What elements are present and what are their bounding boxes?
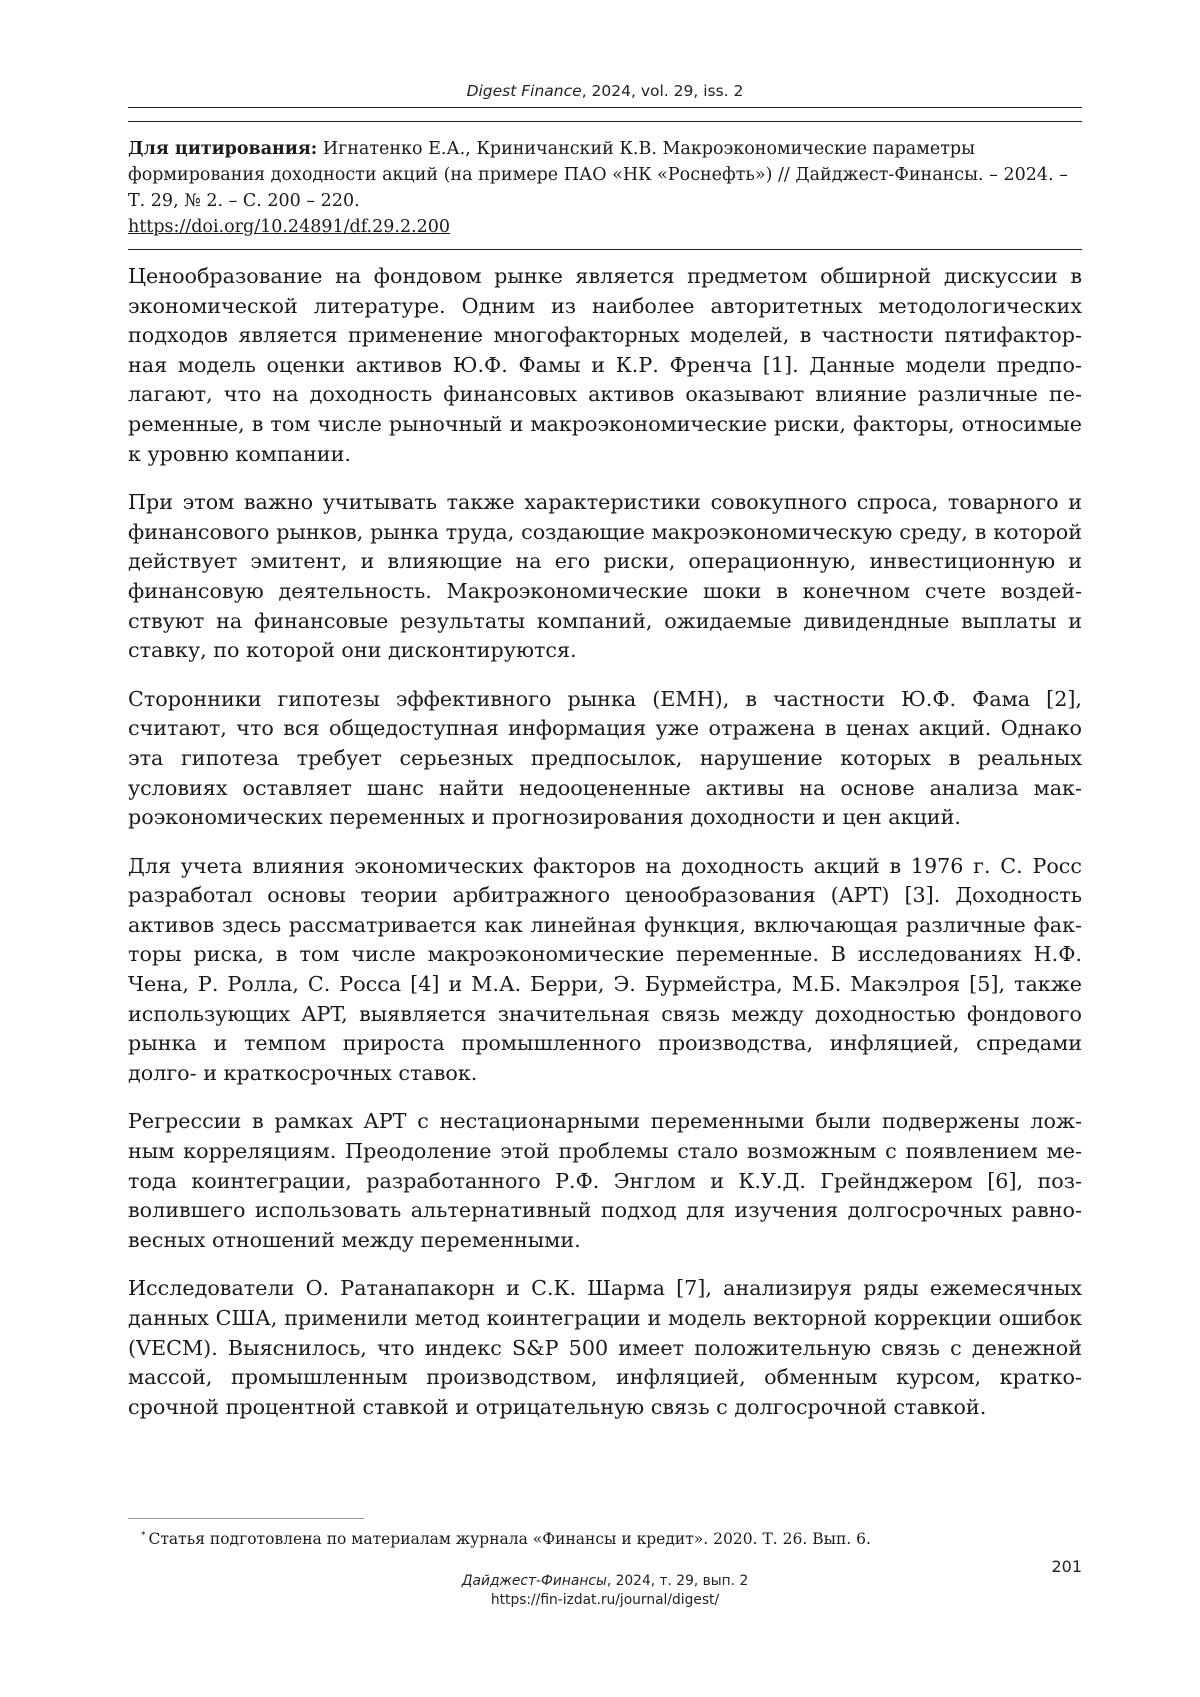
footnote [141,1530,1081,1548]
citation-block [128,136,1082,240]
footer-journal-line [128,1572,1082,1591]
body-paragraph: Сторонники гипотезы эффективного рынка (EMH), в частности Ю.Ф. Фама [2], считают, что вся общедоступная информация уже отражена в ценах акций. Однако эта гипотеза требует серьезных предпосылок, нарушение которых в реальных условиях оставляет шанс найти недооцененные активы на основе анализа макроэкономических переменных и прогнозирования доходности и цен акций. [128,686,1082,830]
header-rule-top [128,107,1082,108]
body-paragraph: При этом важно учитывать также характеристики совокупного спроса, товарного и финансового рынков, рынка труда, создающие макроэкономическую среду, в которой действует эмитент, и влияющие на его риски, операционную, инвестиционную и финансовую деятельность. Макроэкономические шоки в конечном счете воздействуют на финансовые результаты компаний, ожидаемые дивидендные выплаты и ставку, по которой они дисконтируются. [128,490,1082,663]
footer-journal-meta: , 2024, т. 29, вып. 2 [606,1573,749,1589]
citation-label: Для цитирования: [128,139,318,159]
body-paragraph: Для учета влияния экономических факторов на доходность акций в 1976 г. С. Росс разработал основы теории арбитражного ценообразования (APT) [3]. Доходность активов здесь рассматривается как линейная функция, включающая различные факторы риска, в том числе макроэкономические переменные. В исследованиях Н.Ф. Чена, Р. Ролла, С. Росса [4] и М.А. Берри, Э. Бурмейстра, М.Б. Макэлроя [5], также использующих APT, выявляется значительная связь между доходностью фондового рынка и темпом прироста промышленного производства, инфляцией, спредами долго- и краткосрочных ставок. [128,853,1082,1085]
citation-rule [128,249,1082,250]
body-paragraph: Регрессии в рамках APT с нестационарными переменными были подвержены ложным корреляциям. Преодоление этой проблемы стало возможным с появлением метода коинтеграции, разработанного Р.Ф. Энглом и К.У.Д. Грейнджером [6], позволившего использовать альтернативный подход для изучения долгосрочных равновесных отношений между переменными. [128,1109,1082,1252]
body-paragraph: Исследователи О. Ратанапакорн и С.К. Шарма [7], анализируя ряды ежемесячных данных США, применили метод коинтеграции и модель векторной коррекции ошибок (VECM). Выяснилось, что индекс S&P 500 имеет положительную связь с денежной массой, промышленным производством, инфляцией, обменным курсом, краткосрочной процентной ставкой и отрицательную связь с долгосрочной ставкой. [128,1276,1082,1419]
page-footer [128,1572,1082,1610]
page-number: 201 [1051,1557,1082,1576]
footnote-text: Статья подготовлена по материалам журнала «Финансы и кредит». 2020. Т. 26. Вып. 6. [148,1530,871,1548]
running-head-meta: , 2024, vol. 29, iss. 2 [581,82,744,100]
footnote-rule [128,1518,364,1519]
footer-journal-name: Дайджест-Финансы [461,1573,607,1589]
body-paragraph: Ценообразование на фондовом рынке является предметом обширной дискуссии в экономической литературе. Одним из наиболее авторитетных методологических подходов является применение многофакторных моделей, в частности пятифакторная модель оценки активов Ю.Ф. Фамы и К.Р. Френча [1]. Данные модели предполагают, что на доходность финансовых активов оказывают влияние различные переменные, в том числе рыночный и макроэкономические риски, факторы, относимые к уровню компании. [128,264,1082,466]
footnote-marker: * [141,1531,146,1541]
article-body [128,262,1082,1441]
footer-url[interactable]: https://fin-izdat.ru/journal/digest/ [490,1592,720,1608]
running-head-journal: Digest Finance [466,82,582,100]
running-head [128,82,1082,100]
doi-link[interactable]: https://doi.org/10.24891/df.29.2.200 [128,217,451,237]
citation-text: Игнатенко Е.А., Криничанский К.В. Макроэкономические параметры формирования доходности акций (на примере ПАО «НК «Роснефть») // Дайджест-Финансы. – 2024. – Т. 29, № 2. – С. 200 – 220. [128,139,1068,211]
header-rule-bottom [128,121,1082,122]
